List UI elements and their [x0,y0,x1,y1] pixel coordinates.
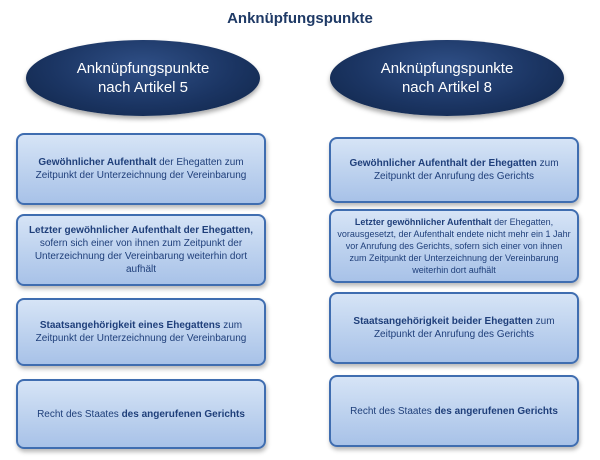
header-article-5-line2: nach Artikel 5 [97,79,189,96]
diagram-title: Anknüpfungspunkte [227,10,373,27]
header-article-8-line2: nach Artikel 8 [401,79,493,96]
header-article-8 [330,40,564,116]
box-art5-habitual-residence: Gewöhnlicher Aufenthalt der Ehegatten zum Zeitpunkt der Unterzeichnung der Vereinbarung [16,133,266,205]
box-art5-nationality: Staatsangehörigkeit eines Ehegattens zum Zeitpunkt der Unterzeichnung der Vereinbarung [16,298,266,366]
header-article-5 [26,40,260,116]
header-article-8-line1: Anknüpfungspunkte [380,60,514,77]
box-art5-lex-fori: Recht des Staates des angerufenen Gerichts [16,379,266,449]
box-art8-nationality: Staatsangehörigkeit beider Ehegatten zum Zeitpunkt der Anrufung des Gerichts [329,292,579,364]
header-article-5-line1: Anknüpfungspunkte [76,60,210,77]
box-art8-lex-fori: Recht des Staates des angerufenen Gerichts [329,375,579,447]
box-art5-last-habitual-residence: Letzter gewöhnlicher Aufenthalt der Ehegatten, sofern sich einer von ihnen zum Zeitpunkt der Unterzeichnung der Vereinbarung weiterhin dort aufhält [16,214,266,286]
box-art8-last-habitual-residence: Letzter gewöhnlicher Aufenthalt der Ehegatten, vorausgesetzt, der Aufenthalt endete nicht mehr ein 1 Jahr vor Anrufung des Gerichts, sofern sich einer von ihnen zum Zeitpunkt der Unterzeichnung der Vereinbarung weiterhin dort aufhält [329,209,579,283]
box-art8-habitual-residence: Gewöhnlicher Aufenthalt der Ehegatten zum Zeitpunkt der Anrufung des Gerichts [329,137,579,203]
